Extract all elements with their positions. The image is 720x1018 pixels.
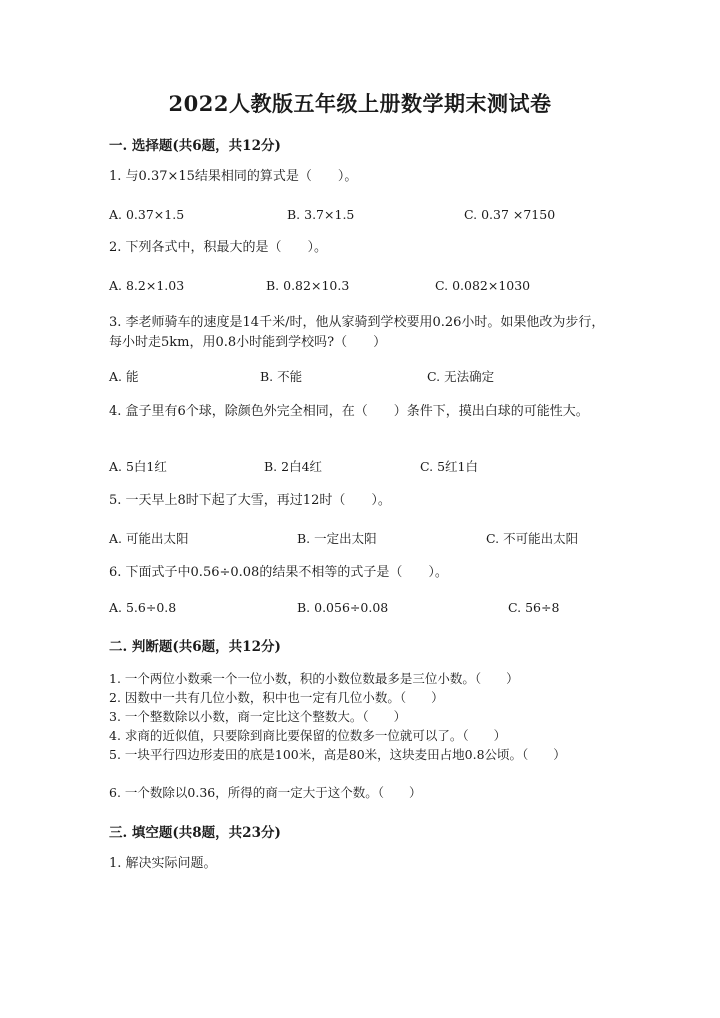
question-1: 1. 与0.37×15结果相同的算式是（ ）。 [109,169,358,184]
q6-option-a: A. 5.6÷0.8 [109,600,177,615]
q6-option-c: C. 56÷8 [508,600,560,615]
q1-option-a: A. 0.37×1.5 [109,207,185,222]
q4-option-a: A. 5白1红 [109,459,167,474]
section-heading-choice: 一. 选择题(共6题，共12分) [109,138,281,154]
question-6: 6. 下面式子中0.56÷0.08的结果不相等的式子是（ ）。 [109,565,448,580]
q6-option-b: B. 0.056÷0.08 [297,600,389,615]
q5-option-c: C. 不可能出太阳 [486,531,579,546]
q2-option-a: A. 8.2×1.03 [109,278,185,293]
q1-option-c: C. 0.37 ×7150 [464,207,556,222]
judgment-item-1: 1. 一个两位小数乘一个一位小数，积的小数位数最多是三位小数。（ ） [109,671,519,686]
section-heading-judgment: 二. 判断题(共6题，共12分) [109,639,281,655]
q4-option-b: B. 2白4红 [264,459,323,474]
section-heading-fill: 三. 填空题(共8题，共23分) [109,825,281,841]
question-3: 3. 李老师骑车的速度是14千米/时，他从家骑到学校要用0.26小时。如果他改为步行，每小时走5km，用0.8小时能到学校吗?（ ） [109,315,605,350]
q4-option-c: C. 5红1白 [420,459,478,474]
page-title: 2022人教版五年级上册数学期末测试卷 [168,91,552,116]
q3-option-c: C. 无法确定 [427,369,495,384]
q3-option-b: B. 不能 [260,369,303,384]
question-5: 5. 一天早上8时下起了大雪，再过12时（ ）。 [109,493,391,508]
fill-item-1: 1. 解决实际问题。 [109,856,217,871]
question-4: 4. 盒子里有6个球，除颜色外完全相同，在（ ）条件下，摸出白球的可能性大。 [109,404,589,419]
judgment-item-5: 5. 一块平行四边形麦田的底是100米，高是80米，这块麦田占地0.8公顷。（ ） [109,747,566,762]
judgment-item-6: 6. 一个数除以0.36，所得的商一定大于这个数。（ ） [109,785,422,800]
q1-option-b: B. 3.7×1.5 [287,207,355,222]
judgment-item-4: 4. 求商的近似值，只要除到商比要保留的位数多一位就可以了。（ ） [109,728,507,743]
q5-option-a: A. 可能出太阳 [109,531,189,546]
q2-option-c: C. 0.082×1030 [435,278,531,293]
q5-option-b: B. 一定出太阳 [297,531,377,546]
q2-option-b: B. 0.82×10.3 [266,278,350,293]
judgment-item-2: 2. 因数中一共有几位小数，积中也一定有几位小数。（ ） [109,690,444,705]
q3-option-a: A. 能 [109,369,139,384]
question-2: 2. 下列各式中，积最大的是（ ）。 [109,240,328,255]
judgment-item-3: 3. 一个整数除以小数，商一定比这个整数大。（ ） [109,709,407,724]
